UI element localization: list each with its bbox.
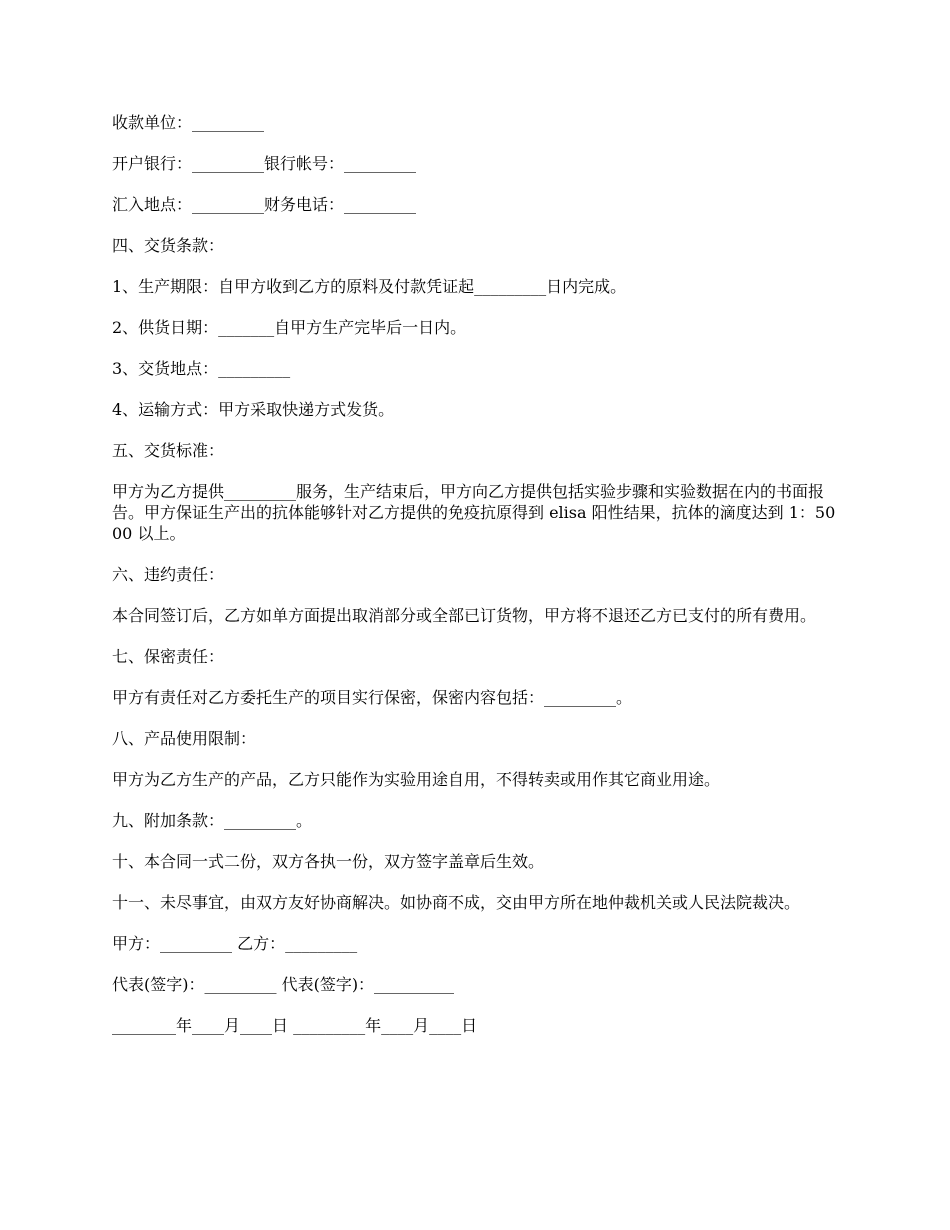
clause-delivery-location: 3、交货地点：_________ (112, 359, 291, 378)
clause-liability: 本合同签订后，乙方如单方面提出取消部分或全部已订货物，甲方将不退还乙方已支付的所有费用。 (112, 606, 817, 625)
bank-account-line: 开户银行：_________银行帐号：_________ (112, 154, 417, 173)
clause-delivery-standard: 甲方为乙方提供_________服务，生产结束后，甲方向乙方提供包括实验步骤和实验数据在内的书面报告。甲方保证生产出的抗体能够针对乙方提供的免疫抗原得到 elisa 阳性结果，抗体的滴度达到 1：5000 以上。 (112, 482, 836, 543)
signature-parties-line: 甲方：_________ 乙方：_________ (112, 934, 358, 953)
contract-page (112, 112, 842, 1056)
clause-confidentiality: 甲方有责任对乙方委托生产的项目实行保密，保密内容包括：_________。 (112, 688, 633, 707)
clause-additional-terms: 九、附加条款：_________。 (112, 811, 313, 830)
section-heading-liability: 六、违约责任： (112, 565, 225, 584)
signature-representatives-line: 代表(签字)：_________ 代表(签字)：__________ (112, 975, 455, 994)
payee-line: 收款单位：_________ (112, 113, 265, 132)
remit-location-line: 汇入地点：_________财务电话：_________ (112, 195, 417, 214)
clause-copies: 十、本合同一式二份，双方各执一份，双方签字盖章后生效。 (112, 852, 545, 871)
section-heading-delivery-standard: 五、交货标准： (112, 441, 225, 460)
clause-shipping-method: 4、运输方式：甲方采取快递方式发货。 (112, 400, 395, 419)
section-heading-delivery-terms: 四、交货条款： (112, 236, 225, 255)
section-heading-confidentiality: 七、保密责任： (112, 647, 225, 666)
clause-supply-date: 2、供货日期：_______自甲方生产完毕后一日内。 (112, 318, 467, 337)
clause-usage-restriction: 甲方为乙方生产的产品，乙方只能作为实验用途自用，不得转卖或用作其它商业用途。 (112, 770, 721, 789)
clause-production-period: 1、生产期限：自甲方收到乙方的原料及付款凭证起_________日内完成。 (112, 277, 627, 296)
signature-dates-line: ________年____月____日 _________年____月____日 (112, 1016, 478, 1035)
clause-disputes: 十一、未尽事宜，由双方友好协商解决。如协商不成，交由甲方所在地仲裁机关或人民法院裁决。 (112, 893, 801, 912)
section-heading-usage-restriction: 八、产品使用限制： (112, 729, 257, 748)
